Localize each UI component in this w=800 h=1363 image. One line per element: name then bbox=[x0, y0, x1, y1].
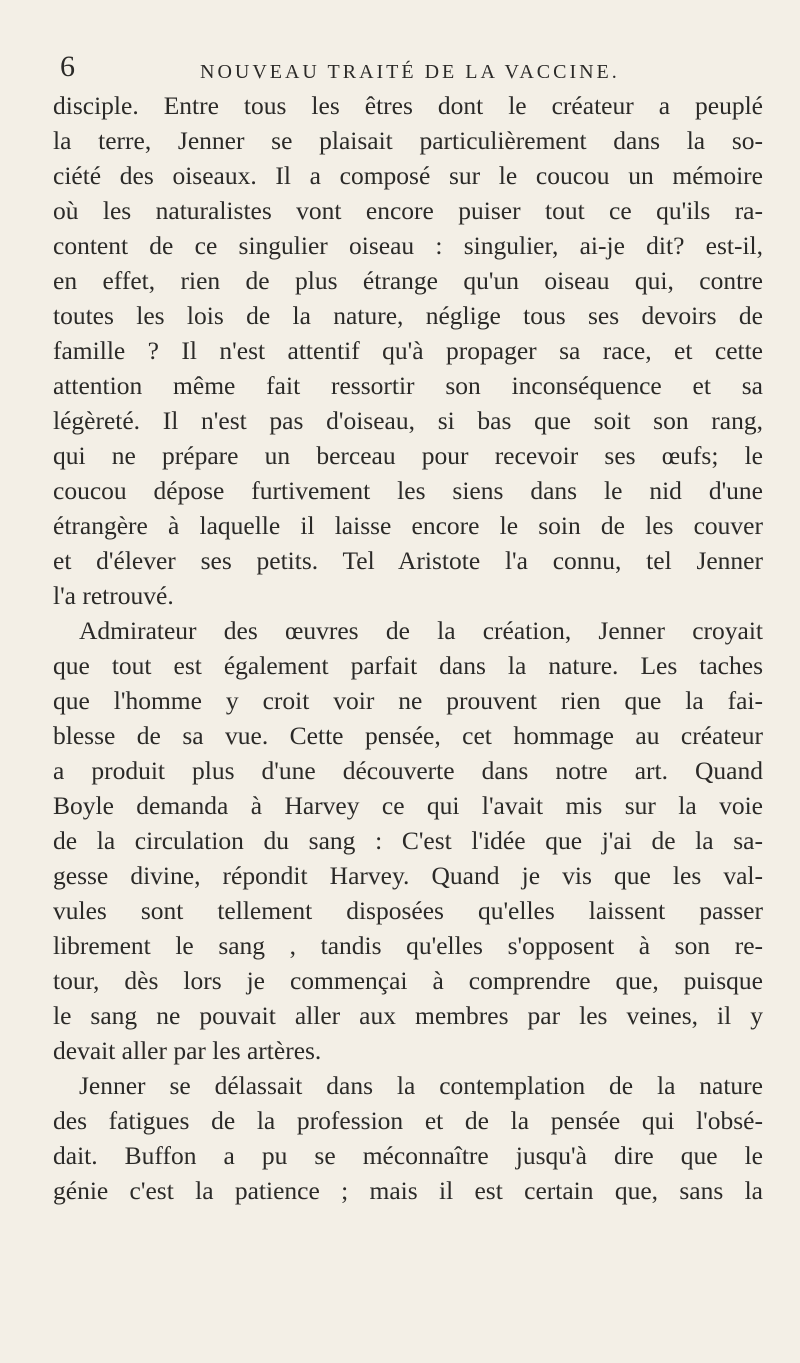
text-line: content de ce singulier oiseau : singulier, ai-je dit? est-il, bbox=[53, 231, 763, 260]
text-line: vules sont tellement disposées qu'elles laissent passer bbox=[53, 896, 763, 925]
text-line: famille ? Il n'est attentif qu'à propager sa race, et cette bbox=[53, 336, 763, 365]
text-line: blesse de sa vue. Cette pensée, cet hommage au créateur bbox=[53, 721, 763, 750]
text-line: qui ne prépare un berceau pour recevoir ses œufs; le bbox=[53, 441, 763, 470]
text-line: disciple. Entre tous les êtres dont le créateur a peuplé bbox=[53, 91, 763, 120]
text-line: Boyle demanda à Harvey ce qui l'avait mis sur la voie bbox=[53, 791, 763, 820]
text-line: le sang ne pouvait aller aux membres par les veines, il y bbox=[53, 1001, 763, 1030]
text-line: que l'homme y croit voir ne prouvent rien que la fai- bbox=[53, 686, 763, 715]
text-line: des fatigues de la profession et de la pensée qui l'obsé- bbox=[53, 1106, 763, 1135]
text-line: Admirateur des œuvres de la création, Jenner croyait bbox=[79, 616, 763, 645]
text-line: toutes les lois de la nature, néglige tous ses devoirs de bbox=[53, 301, 763, 330]
text-line: légèreté. Il n'est pas d'oiseau, si bas que soit son rang, bbox=[53, 406, 763, 435]
text-line: où les naturalistes vont encore puiser tout ce qu'ils ra- bbox=[53, 196, 763, 225]
text-line: librement le sang , tandis qu'elles s'opposent à son re- bbox=[53, 931, 763, 960]
text-line: a produit plus d'une découverte dans notre art. Quand bbox=[53, 756, 763, 785]
text-line: dait. Buffon a pu se méconnaître jusqu'à dire que le bbox=[53, 1141, 763, 1170]
page-number: 6 bbox=[60, 50, 75, 83]
body-text bbox=[53, 88, 763, 1208]
text-line: la terre, Jenner se plaisait particulièrement dans la so- bbox=[53, 126, 763, 155]
text-line: ciété des oiseaux. Il a composé sur le coucou un mémoire bbox=[53, 161, 763, 190]
text-line: étrangère à laquelle il laisse encore le soin de les couver bbox=[53, 511, 763, 540]
text-line: de la circulation du sang : C'est l'idée que j'ai de la sa- bbox=[53, 826, 763, 855]
text-line: et d'élever ses petits. Tel Aristote l'a connu, tel Jenner bbox=[53, 546, 763, 575]
page-header bbox=[60, 52, 780, 92]
text-line: l'a retrouvé. bbox=[53, 581, 174, 610]
text-line: que tout est également parfait dans la nature. Les taches bbox=[53, 651, 763, 680]
text-line: en effet, rien de plus étrange qu'un oiseau qui, contre bbox=[53, 266, 763, 295]
text-line: attention même fait ressortir son inconséquence et sa bbox=[53, 371, 763, 400]
text-line: génie c'est la patience ; mais il est certain que, sans la bbox=[53, 1176, 763, 1205]
text-line: Jenner se délassait dans la contemplation de la nature bbox=[79, 1071, 763, 1100]
running-title: NOUVEAU TRAITÉ DE LA VACCINE. bbox=[200, 61, 620, 83]
text-line: tour, dès lors je commençai à comprendre que, puisque bbox=[53, 966, 763, 995]
text-line: devait aller par les artères. bbox=[53, 1036, 322, 1065]
text-line: coucou dépose furtivement les siens dans le nid d'une bbox=[53, 476, 763, 505]
text-line: gesse divine, répondit Harvey. Quand je vis que les val- bbox=[53, 861, 763, 890]
